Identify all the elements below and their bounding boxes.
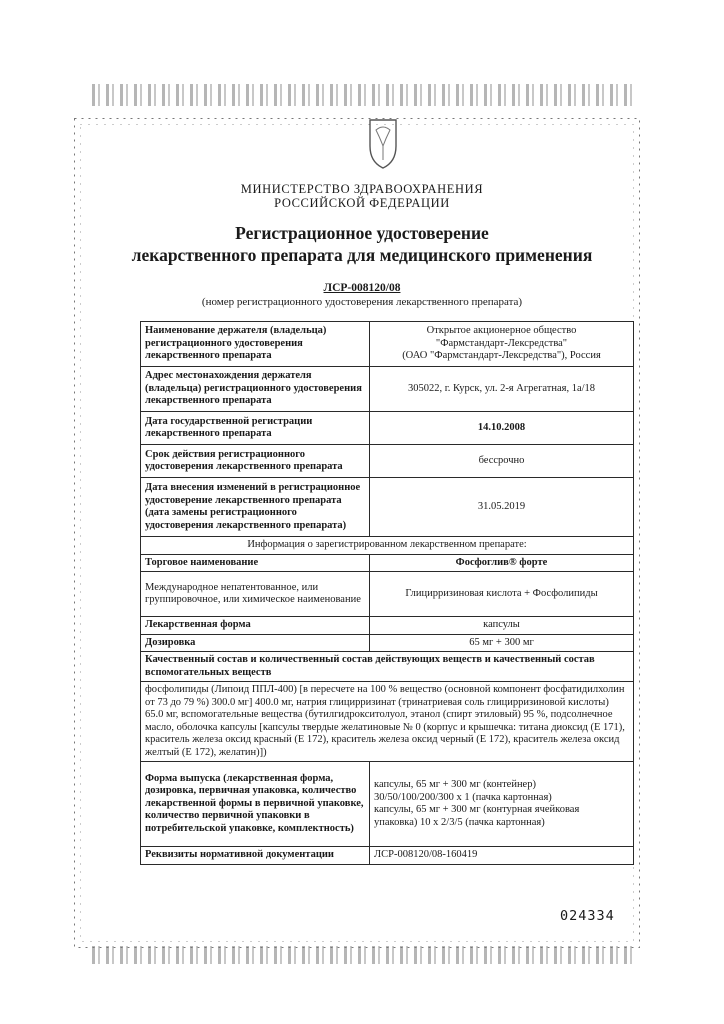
registration-info-table xyxy=(140,321,634,865)
coat-of-arms-icon xyxy=(366,116,400,170)
dosage-form-value: капсулы xyxy=(370,617,634,635)
normative-doc-value: ЛСР-008120/08-160419 xyxy=(370,847,634,865)
holder-value-line3: (ОАО "Фармстандарт-Лексредства"), Россия xyxy=(402,350,601,362)
normative-doc-label: Реквизиты нормативной документации xyxy=(141,847,370,865)
table-row xyxy=(141,478,634,537)
holder-value-line2: "Фармстандарт-Лексредства" xyxy=(435,337,568,349)
release-form-line2: 30/50/100/200/300 х 1 (пачка картонная) xyxy=(374,791,552,803)
dosage-value: 65 мг + 300 мг xyxy=(370,634,634,652)
address-value: 305022, г. Курск, ул. 2-я Агрегатная, 1а/18 xyxy=(370,367,634,412)
form-serial-number: 024334 xyxy=(560,908,615,924)
table-row xyxy=(141,682,634,762)
registration-number-caption: (номер регистрационного удостоверения лекарственного препарата) xyxy=(201,296,523,308)
table-row xyxy=(141,367,634,412)
table-row xyxy=(141,847,634,865)
release-form-line1: капсулы, 65 мг + 300 мг (контейнер) xyxy=(374,779,536,790)
document-title-line1: Регистрационное удостоверение xyxy=(235,223,489,243)
ministry-name-line1: МИНИСТЕРСТВО ЗДРАВООХРАНЕНИЯ xyxy=(240,182,484,196)
table-row xyxy=(141,617,634,635)
registration-number-text: ЛСР-008120/08 xyxy=(323,282,401,294)
address-label: Адрес местонахождения держателя (владельца) регистрационного удостоверения лекарственного препарата xyxy=(141,367,370,412)
table-row xyxy=(141,652,634,682)
table-row xyxy=(141,412,634,445)
dosage-label: Дозировка xyxy=(141,634,370,652)
trade-name-value: Фосфоглив® форте xyxy=(370,554,634,572)
release-form-value xyxy=(370,762,634,847)
decorative-top-border xyxy=(92,84,632,106)
table-row xyxy=(141,445,634,478)
trade-name-label: Торговое наименование xyxy=(141,554,370,572)
registration-number xyxy=(0,282,724,294)
table-row xyxy=(141,634,634,652)
registration-date-label: Дата государственной регистрации лекарственного препарата xyxy=(141,412,370,445)
document-title-line2: лекарственного препарата для медицинского применения xyxy=(131,245,593,265)
table-row xyxy=(141,322,634,367)
ministry-name-line2: РОССИЙСКОЙ ФЕДЕРАЦИИ xyxy=(274,196,450,210)
decorative-bottom-border xyxy=(92,946,632,964)
validity-value: бессрочно xyxy=(370,445,634,478)
composition-text: фосфолипиды (Липоид ППЛ-400) [в пересчете на 100 % вещество (основной компонент фосфатидилхолин от 73 до 79 %) 300.0 мг] 400.0 мг, натрия глицирризинат (тринатриевая соль глицирризиновой кислоты) 65.0 мг, вспомогательные вещества (бутилгидрокситолуол, этанол (спирт этиловый) 95 %, подсолнечное масло, оболочка капсулы [капсулы твердые желатиновые № 0 (корпус и крышечка: титана диоксид (Е 171), краситель железа оксид красный (Е 172), краситель железа оксид черный (Е 172), краситель железа оксид желтый (Е 172), желатин)]) xyxy=(141,682,634,762)
validity-label: Срок действия регистрационного удостоверения лекарственного препарата xyxy=(141,445,370,478)
composition-title: Качественный состав и количественный состав действующих веществ и качественный состав вспомогательных веществ xyxy=(141,652,634,682)
table-row xyxy=(141,572,634,617)
release-form-line3: капсулы, 65 мг + 300 мг (контурная ячейковая xyxy=(374,804,580,815)
change-date-value: 31.05.2019 xyxy=(370,478,634,537)
release-form-line4: упаковка) 10 х 2/3/5 (пачка картонная) xyxy=(374,816,545,828)
holder-label: Наименование держателя (владельца) регистрационного удостоверения лекарственного препарата xyxy=(141,322,370,367)
inn-label: Международное непатентованное, или группировочное, или химическое наименование xyxy=(141,572,370,617)
holder-value-line1: Открытое акционерное общество xyxy=(426,325,577,337)
drug-info-section-title: Информация о зарегистрированном лекарственном препарате: xyxy=(141,537,634,555)
table-row xyxy=(141,537,634,555)
change-date-label: Дата внесения изменений в регистрационное удостоверение лекарственного препарата (дата замены регистрационного удостоверения лекарственного препарата) xyxy=(141,478,370,537)
inn-value: Глицирризиновая кислота + Фосфолипиды xyxy=(370,572,634,617)
holder-value xyxy=(370,322,634,367)
dosage-form-label: Лекарственная форма xyxy=(141,617,370,635)
table-row xyxy=(141,762,634,847)
release-form-label: Форма выпуска (лекарственная форма, дозировка, первичная упаковка, количество лекарственной формы в первичной упаковке, количество первичной упаковки в потребительской упаковке, комплектность) xyxy=(141,762,370,847)
table-row xyxy=(141,554,634,572)
registration-date-value: 14.10.2008 xyxy=(370,412,634,445)
